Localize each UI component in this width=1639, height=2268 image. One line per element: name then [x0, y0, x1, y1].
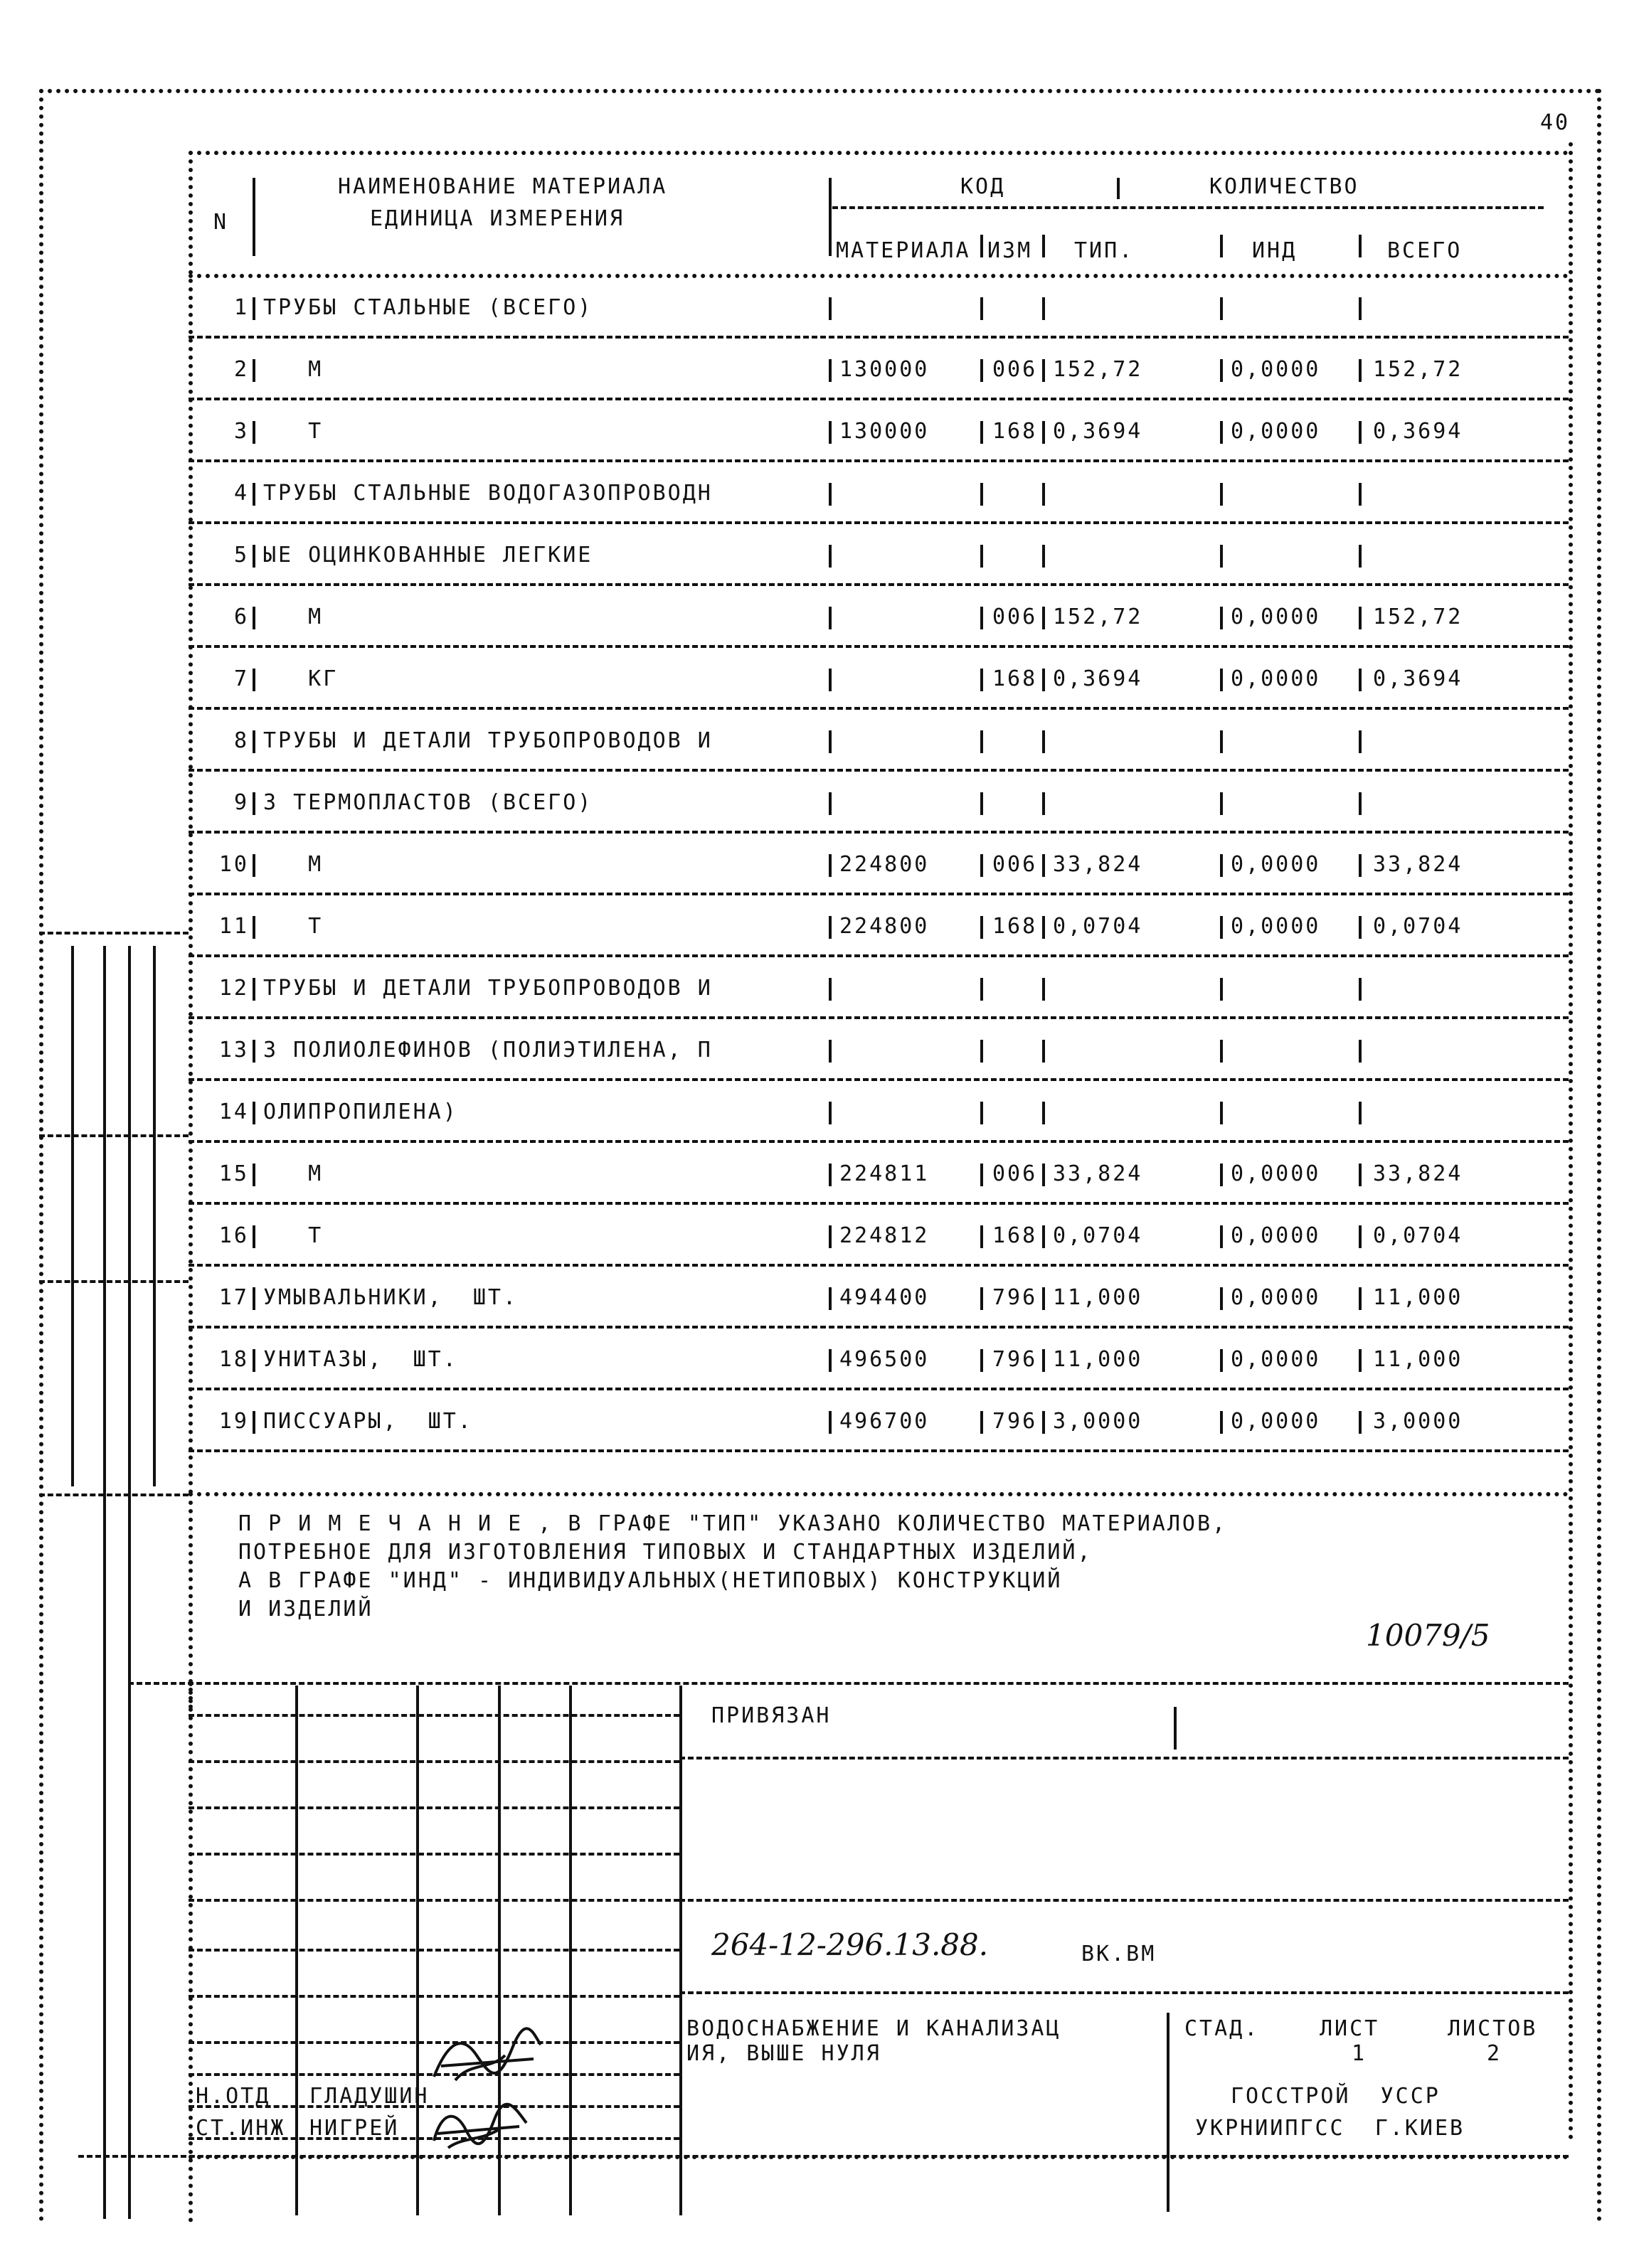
header-vbar	[980, 235, 983, 257]
row-separator	[189, 521, 1569, 524]
row-separator	[189, 707, 1569, 710]
row-separator	[189, 1202, 1569, 1205]
cell-unit: 168	[992, 666, 1038, 691]
title-grid-row	[679, 1757, 1569, 1759]
col-quantity-header: КОЛИЧЕСТВО	[1209, 174, 1359, 199]
revision-separator	[39, 1134, 189, 1137]
cell-total: 11,000	[1373, 1347, 1463, 1372]
cell-divider	[253, 1225, 255, 1248]
cell-divider	[1042, 545, 1045, 568]
cell-name: КГ	[263, 666, 339, 691]
cell-n: 19	[218, 1409, 249, 1434]
note-left-border	[189, 1492, 193, 1709]
cell-divider	[980, 1225, 983, 1248]
cell-divider	[253, 545, 255, 568]
cell-material: 130000	[839, 419, 930, 444]
cell-divider	[1359, 359, 1362, 382]
cell-divider	[1359, 1102, 1362, 1124]
title-grid-row	[679, 1991, 1569, 1994]
header-vbar	[1359, 235, 1362, 257]
title-grid-row	[189, 1853, 679, 1856]
cell-tip: 33,824	[1053, 1161, 1143, 1186]
header-top-border	[189, 151, 1569, 155]
cell-material: 496500	[839, 1347, 930, 1372]
cell-divider	[1220, 359, 1223, 382]
col-code-header: КОД	[960, 174, 1006, 199]
cell-unit: 796	[992, 1347, 1038, 1372]
cell-n: 15	[218, 1161, 249, 1186]
org-line-1: ГОССТРОЙ УССР	[1231, 2084, 1441, 2109]
col-name-header: НАИМЕНОВАНИЕ МАТЕРИАЛА	[338, 174, 668, 199]
cell-divider	[1359, 545, 1362, 568]
sheet-value: 1	[1352, 2041, 1367, 2066]
header-vbar	[253, 178, 255, 256]
org-line-2: УКРНИИПГСС Г.КИЕВ	[1195, 2116, 1465, 2141]
cell-divider	[253, 792, 255, 815]
cell-unit: 796	[992, 1285, 1038, 1310]
title-line-1: ВОДОСНАБЖЕНИЕ И КАНАЛИЗАЦ	[686, 2016, 1061, 2041]
cell-divider	[253, 297, 255, 320]
cell-divider	[1220, 1040, 1223, 1063]
cell-ind: 0,0000	[1231, 1223, 1321, 1248]
row-separator	[189, 1326, 1569, 1329]
cell-n: 13	[218, 1038, 249, 1063]
cell-name: М	[263, 357, 324, 382]
cell-name: З ТЕРМОПЛАСТОВ (ВСЕГО)	[263, 790, 593, 815]
cell-n: 11	[218, 914, 249, 939]
sheet-label: ЛИСТ	[1320, 2016, 1380, 2041]
cell-tip: 152,72	[1053, 357, 1143, 382]
cell-name: ТРУБЫ СТАЛЬНЫЕ ВОДОГАЗОПРОВОДН	[263, 481, 713, 506]
title-grid-row	[189, 1995, 679, 1998]
sheets-label: ЛИСТОВ	[1448, 2016, 1538, 2041]
cell-tip: 11,000	[1053, 1347, 1143, 1372]
cell-tip: 0,0704	[1053, 1223, 1143, 1248]
cell-n: 17	[218, 1285, 249, 1310]
cell-unit: 796	[992, 1409, 1038, 1434]
cell-divider	[253, 1287, 255, 1310]
handwritten-reference: 10079/5	[1366, 1618, 1490, 1653]
cell-divider	[829, 792, 832, 815]
cell-unit: 006	[992, 357, 1038, 382]
row-separator	[189, 1016, 1569, 1019]
cell-divider	[1359, 1349, 1362, 1372]
page-number: 40	[1540, 110, 1571, 135]
cell-n: 16	[218, 1223, 249, 1248]
row-separator	[189, 1140, 1569, 1143]
cell-tip: 33,824	[1053, 852, 1143, 877]
cell-divider	[980, 1040, 983, 1063]
signature-1	[427, 2027, 548, 2091]
cell-divider	[1042, 978, 1045, 1001]
cell-divider	[829, 1287, 832, 1310]
cell-divider	[1220, 1164, 1223, 1186]
cell-total: 0,3694	[1373, 666, 1463, 691]
cell-total: 0,0704	[1373, 1223, 1463, 1248]
role-1: Н.ОТД	[196, 2084, 271, 2109]
title-grid-row	[189, 1806, 679, 1809]
cell-total: 11,000	[1373, 1285, 1463, 1310]
cell-divider	[980, 1349, 983, 1372]
row-separator	[189, 583, 1569, 586]
cell-divider	[1359, 607, 1362, 629]
cell-n: 10	[218, 852, 249, 877]
revision-column-line	[153, 946, 156, 1486]
cell-name: З ПОЛИОЛЕФИНОВ (ПОЛИЭТИЛЕНА, П	[263, 1038, 713, 1063]
drawing-code: 264-12-296.13.88.	[711, 1927, 989, 1962]
cell-divider	[253, 1164, 255, 1186]
col-unit-header: ИЗМ	[987, 238, 1033, 263]
cell-divider	[1359, 1164, 1362, 1186]
cell-unit: 168	[992, 1223, 1038, 1248]
cell-divider	[1042, 607, 1045, 629]
title-grid-row	[189, 1760, 679, 1763]
cell-n: 12	[218, 976, 249, 1001]
cell-total: 152,72	[1373, 605, 1463, 629]
row-separator	[189, 1078, 1569, 1081]
cell-divider	[980, 545, 983, 568]
cell-divider	[253, 1040, 255, 1063]
col-material-header: МАТЕРИАЛА	[836, 238, 971, 263]
cell-n: 3	[233, 419, 249, 444]
cell-total: 0,0704	[1373, 914, 1463, 939]
cell-divider	[1359, 1287, 1362, 1310]
signature-2	[427, 2098, 534, 2155]
cell-divider	[1359, 1411, 1362, 1434]
cell-ind: 0,0000	[1231, 357, 1321, 382]
cell-divider	[1042, 1287, 1045, 1310]
cell-divider	[1220, 1287, 1223, 1310]
cell-divider	[980, 916, 983, 939]
cell-divider	[253, 669, 255, 691]
row-separator	[189, 954, 1569, 957]
title-grid-line	[679, 1686, 682, 2215]
cell-n: 18	[218, 1347, 249, 1372]
cell-material: 224812	[839, 1223, 930, 1248]
header-mid-separator	[832, 206, 1544, 209]
cell-divider	[1359, 421, 1362, 444]
cell-divider	[253, 359, 255, 382]
cell-divider	[253, 1411, 255, 1434]
cell-ind: 0,0000	[1231, 605, 1321, 629]
cell-divider	[253, 854, 255, 877]
cell-ind: 0,0000	[1231, 1161, 1321, 1186]
header-vbar	[829, 178, 832, 256]
note-line-1: П Р И М Е Ч А Н И Е , В ГРАФЕ "ТИП" УКАЗАНО КОЛИЧЕСТВО МАТЕРИАЛОВ,	[238, 1511, 1228, 1536]
cell-divider	[253, 483, 255, 506]
cell-divider	[1042, 854, 1045, 877]
cell-ind: 0,0000	[1231, 1285, 1321, 1310]
cell-total: 33,824	[1373, 852, 1463, 877]
cell-divider	[829, 607, 832, 629]
title-grid-row	[189, 1899, 679, 1902]
cell-divider	[829, 669, 832, 691]
title-grid-row	[189, 1949, 679, 1952]
cell-divider	[1042, 1164, 1045, 1186]
cell-name: М	[263, 605, 324, 629]
title-block-left	[189, 1682, 193, 2222]
cell-divider	[1220, 545, 1223, 568]
cell-divider	[1220, 1411, 1223, 1434]
cell-tip: 152,72	[1053, 605, 1143, 629]
cell-divider	[1042, 483, 1045, 506]
title-grid-line	[1167, 2013, 1169, 2212]
cell-divider	[1042, 792, 1045, 815]
cell-divider	[1359, 297, 1362, 320]
cell-divider	[1359, 730, 1362, 753]
cell-divider	[829, 359, 832, 382]
cell-divider	[1042, 916, 1045, 939]
cell-divider	[253, 1349, 255, 1372]
cell-divider	[1220, 730, 1223, 753]
cell-divider	[829, 297, 832, 320]
cell-divider	[980, 978, 983, 1001]
cell-total: 152,72	[1373, 357, 1463, 382]
cell-divider	[829, 1411, 832, 1434]
table-left-border	[189, 151, 193, 1495]
cell-unit: 006	[992, 605, 1038, 629]
cell-divider	[1042, 1349, 1045, 1372]
cell-divider	[829, 1102, 832, 1124]
cell-divider	[253, 421, 255, 444]
cell-total: 33,824	[1373, 1161, 1463, 1186]
outer-left-border	[39, 89, 43, 2222]
cell-material: 224800	[839, 914, 930, 939]
cell-divider	[253, 916, 255, 939]
cell-divider	[1359, 483, 1362, 506]
cell-divider	[980, 669, 983, 691]
note-line-3: А В ГРАФЕ "ИНД" - ИНДИВИДУАЛЬНЫХ(НЕТИПОВЫХ) КОНСТРУКЦИЙ	[238, 1568, 1063, 1593]
cell-divider	[1042, 1411, 1045, 1434]
cell-divider	[829, 978, 832, 1001]
drawing-mark: ВК.ВМ	[1081, 1942, 1157, 1966]
cell-divider	[1220, 916, 1223, 939]
name-2: НИГРЕЙ	[309, 2116, 400, 2141]
cell-divider	[1220, 1349, 1223, 1372]
cell-divider	[1359, 1040, 1362, 1063]
cell-divider	[1220, 978, 1223, 1001]
cell-material: 130000	[839, 357, 930, 382]
cell-n: 1	[233, 295, 249, 320]
title-grid-row	[189, 1714, 679, 1717]
cell-divider	[1042, 421, 1045, 444]
cell-n: 5	[233, 543, 249, 568]
cell-divider	[980, 421, 983, 444]
note-line-2: ПОТРЕБНОЕ ДЛЯ ИЗГОТОВЛЕНИЯ ТИПОВЫХ И СТАНДАРТНЫХ ИЗДЕЛИЙ,	[238, 1540, 1093, 1565]
cell-name: Т	[263, 1223, 324, 1248]
cell-divider	[1220, 1102, 1223, 1124]
cell-divider	[1359, 978, 1362, 1001]
cell-divider	[829, 1040, 832, 1063]
cell-ind: 0,0000	[1231, 666, 1321, 691]
cell-divider	[253, 730, 255, 753]
cell-divider	[980, 297, 983, 320]
cell-divider	[829, 916, 832, 939]
cell-material: 494400	[839, 1285, 930, 1310]
cell-ind: 0,0000	[1231, 852, 1321, 877]
cell-n: 8	[233, 728, 249, 753]
cell-name: ТРУБЫ И ДЕТАЛИ ТРУБОПРОВОДОВ И	[263, 976, 713, 1001]
cell-divider	[1042, 1225, 1045, 1248]
cell-divider	[980, 792, 983, 815]
col-total-header: ВСЕГО	[1387, 238, 1463, 263]
cell-divider	[829, 421, 832, 444]
cell-name: ТРУБЫ И ДЕТАЛИ ТРУБОПРОВОДОВ И	[263, 728, 713, 753]
cell-unit: 006	[992, 852, 1038, 877]
cell-n: 6	[233, 605, 249, 629]
title-grid-line	[1174, 1707, 1177, 1750]
header-vbar	[1117, 178, 1120, 199]
row-separator	[189, 769, 1569, 772]
cell-divider	[1220, 854, 1223, 877]
cell-name: ЫЕ ОЦИНКОВАННЫЕ ЛЕГКИЕ	[263, 543, 593, 568]
cell-ind: 0,0000	[1231, 1409, 1321, 1434]
revision-separator	[39, 1494, 189, 1496]
title-block-top	[128, 1682, 1569, 1685]
cell-ind: 0,0000	[1231, 1347, 1321, 1372]
cell-name: УНИТАЗЫ, ШТ.	[263, 1347, 458, 1372]
cell-divider	[980, 1411, 983, 1434]
cell-divider	[980, 1164, 983, 1186]
cell-divider	[1220, 297, 1223, 320]
cell-name: Т	[263, 419, 324, 444]
cell-material: 496700	[839, 1409, 930, 1434]
cell-divider	[980, 483, 983, 506]
cell-divider	[829, 1349, 832, 1372]
cell-tip: 0,3694	[1053, 419, 1143, 444]
cell-name: УМЫВАЛЬНИКИ, ШТ.	[263, 1285, 519, 1310]
cell-ind: 0,0000	[1231, 914, 1321, 939]
cell-divider	[1220, 483, 1223, 506]
title-grid-row	[679, 1899, 1569, 1902]
cell-divider	[1042, 1040, 1045, 1063]
cell-divider	[253, 607, 255, 629]
cell-divider	[1220, 607, 1223, 629]
header-bottom-border	[189, 274, 1569, 278]
cell-divider	[1220, 669, 1223, 691]
cell-divider	[829, 1164, 832, 1186]
cell-divider	[829, 854, 832, 877]
row-separator	[189, 459, 1569, 462]
cell-divider	[1042, 1102, 1045, 1124]
row-separator	[189, 1449, 1569, 1452]
cell-material: 224800	[839, 852, 930, 877]
row-separator	[189, 1388, 1569, 1390]
cell-divider	[1042, 730, 1045, 753]
cell-unit: 006	[992, 1161, 1038, 1186]
cell-ind: 0,0000	[1231, 419, 1321, 444]
revision-separator	[39, 1280, 189, 1283]
cell-n: 14	[218, 1100, 249, 1124]
cell-unit: 168	[992, 419, 1038, 444]
cell-divider	[980, 1287, 983, 1310]
cell-divider	[829, 545, 832, 568]
cell-total: 3,0000	[1373, 1409, 1463, 1434]
cell-divider	[1042, 297, 1045, 320]
cell-divider	[253, 978, 255, 1001]
row-separator	[189, 645, 1569, 648]
cell-name: ТРУБЫ СТАЛЬНЫЕ (ВСЕГО)	[263, 295, 593, 320]
cell-unit: 168	[992, 914, 1038, 939]
revision-separator	[39, 932, 189, 935]
revision-column-line	[71, 946, 74, 1486]
cell-divider	[980, 607, 983, 629]
header-vbar	[1220, 235, 1223, 257]
col-ind-header: ИНД	[1252, 238, 1298, 263]
row-separator	[189, 1264, 1569, 1267]
cell-divider	[829, 483, 832, 506]
col-n-header: N	[213, 210, 229, 235]
cell-divider	[1220, 421, 1223, 444]
cell-divider	[1220, 1225, 1223, 1248]
cell-divider	[1042, 669, 1045, 691]
name-1: ГЛАДУШИН	[309, 2084, 430, 2109]
cell-divider	[829, 730, 832, 753]
cell-name: ПИССУАРЫ, ШТ.	[263, 1409, 473, 1434]
cell-divider	[980, 854, 983, 877]
cell-name: М	[263, 1161, 324, 1186]
note-line-4: И ИЗДЕЛИЙ	[238, 1597, 373, 1622]
outer-top-border	[39, 89, 1601, 93]
stage-label: СТАД.	[1184, 2016, 1260, 2041]
note-top-border	[189, 1492, 1569, 1496]
cell-name: М	[263, 852, 324, 877]
cell-name: Т	[263, 914, 324, 939]
bound-label: ПРИВЯЗАН	[711, 1703, 832, 1728]
cell-tip: 0,0704	[1053, 914, 1143, 939]
cell-divider	[253, 1102, 255, 1124]
cell-n: 7	[233, 666, 249, 691]
row-separator	[189, 893, 1569, 895]
col-name-subheader: ЕДИНИЦА ИЗМЕРЕНИЯ	[370, 206, 625, 231]
outer-bottom-border	[189, 2155, 1569, 2159]
role-2: СТ.ИНЖ	[196, 2116, 286, 2141]
row-separator	[189, 336, 1569, 339]
cell-divider	[1359, 916, 1362, 939]
outer-right-border	[1597, 89, 1601, 2222]
sheets-value: 2	[1487, 2041, 1502, 2066]
cell-divider	[1042, 359, 1045, 382]
cell-material: 224811	[839, 1161, 930, 1186]
col-tip-header: ТИП.	[1074, 238, 1135, 263]
row-separator	[189, 831, 1569, 834]
cell-n: 9	[233, 790, 249, 815]
cell-n: 2	[233, 357, 249, 382]
cell-divider	[1220, 792, 1223, 815]
cell-divider	[1359, 1225, 1362, 1248]
cell-divider	[1359, 669, 1362, 691]
cell-divider	[1359, 792, 1362, 815]
cell-name: ОЛИПРОПИЛЕНА)	[263, 1100, 458, 1124]
cell-divider	[1359, 854, 1362, 877]
cell-divider	[980, 730, 983, 753]
cell-divider	[980, 1102, 983, 1124]
header-vbar	[1042, 235, 1045, 257]
table-right-border	[1569, 142, 1573, 2141]
cell-tip: 11,000	[1053, 1285, 1143, 1310]
cell-tip: 0,3694	[1053, 666, 1143, 691]
cell-divider	[980, 359, 983, 382]
cell-total: 0,3694	[1373, 419, 1463, 444]
cell-n: 4	[233, 481, 249, 506]
title-line-2: ИЯ, ВЫШЕ НУЛЯ	[686, 2041, 881, 2066]
row-separator	[189, 398, 1569, 400]
cell-tip: 3,0000	[1053, 1409, 1143, 1434]
cell-divider	[829, 1225, 832, 1248]
